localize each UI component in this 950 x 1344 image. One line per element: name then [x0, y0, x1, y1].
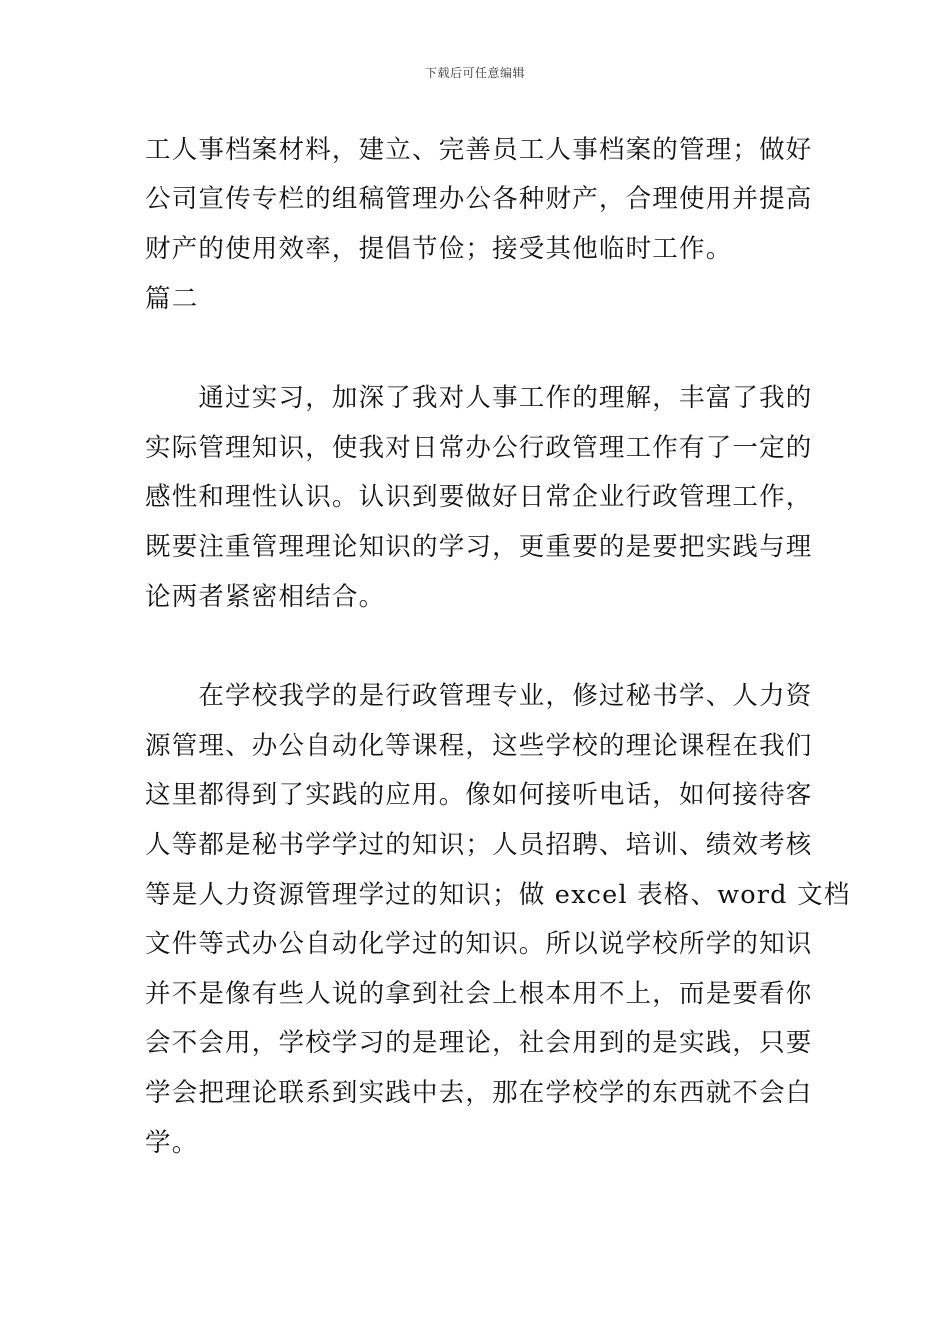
body-line: 既要注重管理理论知识的学习，更重要的是要把实践与理 — [145, 532, 813, 562]
body-line: 实际管理知识，使我对日常办公行政管理工作有了一定的 — [145, 433, 813, 463]
body-line: 感性和理性认识。认识到要做好日常企业行政管理工作， — [145, 482, 813, 512]
body-line: 学。 — [145, 1128, 199, 1158]
body-line: 公司宣传专栏的组稿管理办公各种财产，合理使用并提高 — [145, 184, 813, 214]
body-line: 论两者紧密相结合。 — [145, 582, 386, 612]
body-line: 等是人力资源管理学过的知识；做 excel 表格、word 文档 — [145, 880, 851, 910]
body-line: 文件等式办公自动化学过的知识。所以说学校所学的知识 — [145, 929, 813, 959]
body-line: 在学校我学的是行政管理专业，修过秘书学、人力资 — [145, 681, 813, 711]
section-heading: 篇二 — [145, 284, 199, 314]
body-line: 学会把理论联系到实践中去，那在学校学的东西就不会白 — [145, 1078, 813, 1108]
body-line: 财产的使用效率，提倡节俭；接受其他临时工作。 — [145, 234, 733, 264]
body-line: 通过实习，加深了我对人事工作的理解，丰富了我的 — [145, 383, 813, 413]
body-line: 会不会用，学校学习的是理论，社会用到的是实践，只要 — [145, 1028, 813, 1058]
body-line: 这里都得到了实践的应用。像如何接听电话，如何接待客 — [145, 780, 813, 810]
page-header-note: 下载后可任意编辑 — [424, 66, 525, 80]
body-line: 人等都是秘书学学过的知识；人员招聘、培训、绩效考核 — [145, 830, 813, 860]
body-line: 工人事档案材料，建立、完善员工人事档案的管理；做好 — [145, 135, 813, 165]
body-line: 源管理、办公自动化等课程，这些学校的理论课程在我们 — [145, 731, 813, 761]
body-line: 并不是像有些人说的拿到社会上根本用不上，而是要看你 — [145, 979, 813, 1009]
